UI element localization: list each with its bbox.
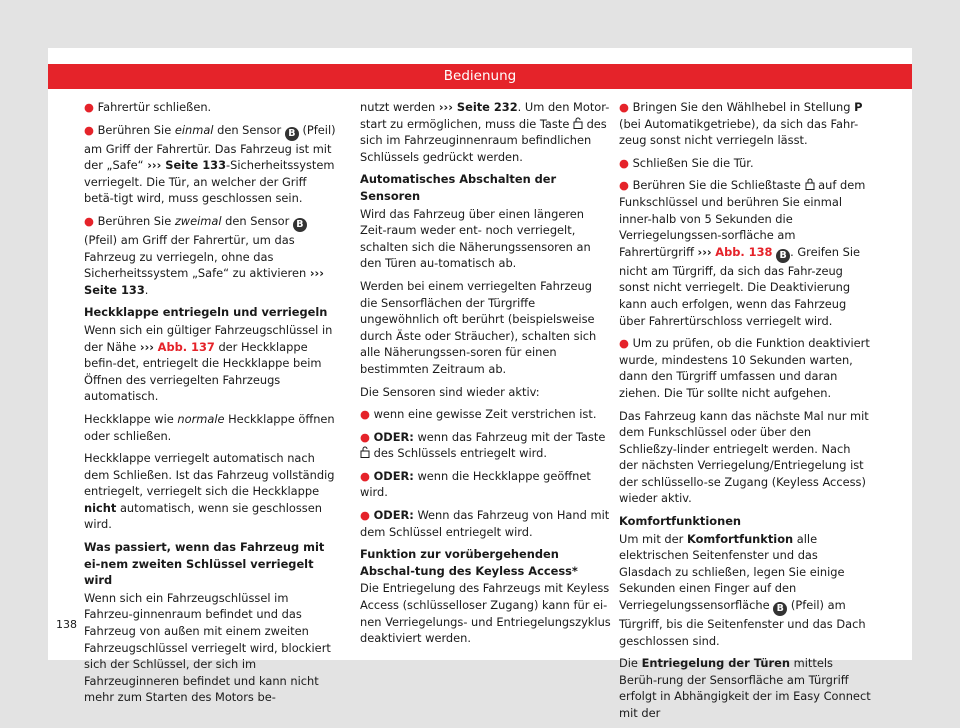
sensor-b-label: B <box>773 602 787 616</box>
bullet-item: ● Bringen Sie den Wählhebel in Stellung P (bei Automatikgetriebe), da sich das Fahr-zeug sonst nicht verriegeln lässt. <box>619 100 863 148</box>
bullet-icon: ● <box>360 508 370 523</box>
figure-link[interactable]: Abb. 138 <box>715 244 773 259</box>
section-heading: Was passiert, wenn das Fahrzeug mit ei-nem zweiten Schlüssel verriegelt wird <box>84 540 325 588</box>
bullet-icon: ● <box>619 100 629 114</box>
unlock-icon <box>573 117 583 129</box>
page-number: 138 <box>56 618 77 631</box>
paragraph: Wenn sich ein Fahrzeugschlüssel im Fahrzeu-ginnenraum befindet und das Fahrzeug von außen mit einem zweiten Fahrzeugschlüssel verriegelt wird, blockiert sich der Schlüssel, der sich im Fahrzeuginneren befindet und kann nicht mehr zum Starten des Motors be- <box>84 590 331 705</box>
paragraph: Um mit der Komfortfunktion alle elektrischen Seitenfenster und das Glasdach zu schließen, legen Sie einige Sekunden einen Finger auf den Verriegelungssensorfläche B (Pfeil) am Türgriff, bis die Seitenfenster und das Dach geschlossen sind. <box>619 531 866 648</box>
section-heading: Komfortfunktionen <box>619 514 742 529</box>
bullet-icon: ● <box>360 407 370 422</box>
bullet-icon: ● <box>360 429 370 444</box>
page-link[interactable]: ››› Seite 232 <box>438 100 518 114</box>
bullet-item: ● ODER: wenn die Heckklappe geöffnet wird. <box>360 468 591 500</box>
column-1 <box>84 99 336 712</box>
sensor-b-label: B <box>293 218 307 232</box>
paragraph: Wird das Fahrzeug über einen längeren Zeit-raum weder ent- noch verriegelt, schalten sich die Näherungssensoren an den Türen au-tomatisch ab. <box>360 206 591 271</box>
page-link[interactable]: ››› Seite 133 <box>84 266 324 297</box>
paragraph: Heckklappe wie normale Heckklappe öffnen oder schließen. <box>84 411 335 443</box>
bullet-icon: ● <box>360 468 370 483</box>
section-heading: Heckklappe entriegeln und verriegeln <box>84 305 328 320</box>
paragraph: Wenn sich ein gültiger Fahrzeugschlüssel in der Nähe ››› Abb. 137 der Heckklappe befin-det, entriegelt die Heckklappe beim Öffnen des verriegelten Fahrzeugs automatisch. <box>84 322 333 404</box>
bullet-item: ● Schließen Sie die Tür. <box>619 155 754 170</box>
paragraph: Heckklappe verriegelt automatisch nach dem Schließen. Ist das Fahrzeug vollständig entriegelt, verriegelt sich die Heckklappe nicht automatisch, wenn sie geschlossen wird. <box>84 451 335 532</box>
bullet-icon: ● <box>84 213 94 228</box>
lock-icon <box>805 178 815 190</box>
unlock-icon <box>360 446 370 458</box>
sensor-b-label: B <box>285 127 299 141</box>
bullet-item: ● ODER: Wenn das Fahrzeug von Hand mit dem Schlüssel entriegelt wird. <box>360 508 610 539</box>
bullet-item: ● Berühren Sie zweimal den Sensor B (Pfeil) am Griff der Fahrertür, um das Fahrzeug zu verriegeln, ohne das Sicherheitssystem „Safe“ zu aktivieren ››› Seite 133. <box>84 213 324 297</box>
section-heading: Automatisches Abschalten der Sensoren <box>360 172 557 203</box>
bullet-icon: ● <box>84 122 94 137</box>
bullet-item: ● Um zu prüfen, ob die Funktion deaktiviert wurde, mindestens 10 Sekunden warten, dann den Türgriff umfassen und daran ziehen. Die Tür sollte nicht aufgehen. <box>619 336 870 400</box>
bullet-icon: ● <box>619 178 629 193</box>
column-2 <box>360 99 612 653</box>
sensor-b-label: B <box>776 249 790 263</box>
bullet-item: ● ODER: wenn das Fahrzeug mit der Taste des Schlüssels entriegelt wird. <box>360 429 606 461</box>
paragraph: Die Sensoren sind wieder aktiv: <box>360 384 540 399</box>
column-3 <box>619 99 871 728</box>
paragraph: nutzt werden ››› Seite 232. Um den Motor-start zu ermöglichen, muss die Taste des sich im Fahrzeuginnenraum befindlichen Schlüssels gedrückt werden. <box>360 100 610 164</box>
bullet-icon: ● <box>84 100 94 114</box>
bullet-icon: ● <box>619 336 629 351</box>
bullet-item: ● Berühren Sie die Schließtaste auf dem Funkschlüssel und berühren Sie einmal inner-halb von 5 Sekunden die Verriegelungssen-sorfläche am Fahrertürgriff ››› Abb. 138 B . Greifen Sie nicht am Türgriff, da sich das Fahr-zeug sonst nicht verriegelt. Die Deaktivierung kann auch erfolgen, wenn das Fahrzeug über Fahrertürschloss verriegelt wird. <box>619 178 866 328</box>
bullet-item: ● wenn eine gewisse Zeit verstrichen ist. <box>360 407 597 422</box>
paragraph: Die Entriegelung des Fahrzeugs mit Keyless Access (schlüsselloser Zugang) kann für ei-nen Verriegelungs- und Entriegelungszyklus deaktiviert werden. <box>360 581 611 646</box>
bullet-item: ● Fahrertür schließen. <box>84 100 212 114</box>
paragraph: Werden bei einem verriegelten Fahrzeug die Sensorflächen der Türgriffe ungewöhnlich oft berührt (beispielsweise durch Äste oder Sträucher), schalten sich alle Näherungssen-soren für einen bestimmten Zeitraum ab. <box>360 278 597 376</box>
bullet-icon: ● <box>619 155 629 170</box>
bullet-item: ● Berühren Sie einmal den Sensor B (Pfeil) am Griff der Fahrertür. Das Fahrzeug ist mit der „Safe“ ››› Seite 133-Sicherheitssystem verriegelt. Die Tür, an welcher der Griff betä-tigt wird, muss geschlossen sein. <box>84 122 336 206</box>
page-link[interactable]: ››› Seite 133 <box>147 158 226 173</box>
page-header: Bedienung <box>48 64 912 89</box>
paragraph: Das Fahrzeug kann das nächste Mal nur mit dem Funkschlüssel oder über den Schließzy-linder entriegelt werden. Nach der nächsten Verriegelung/Entriegelung ist der schlüssello-se Zugang (Keyless Access) wieder aktiv. <box>619 408 869 506</box>
section-heading: Funktion zur vorübergehenden Abschal-tung des Keyless Access* <box>360 547 578 578</box>
figure-link[interactable]: Abb. 137 <box>157 339 215 354</box>
paragraph: Die Entriegelung der Türen mittels Berüh-rung der Sensorfläche am Türgriff erfolgt in Abhängigkeit der im Easy Connect mit der <box>619 656 871 720</box>
